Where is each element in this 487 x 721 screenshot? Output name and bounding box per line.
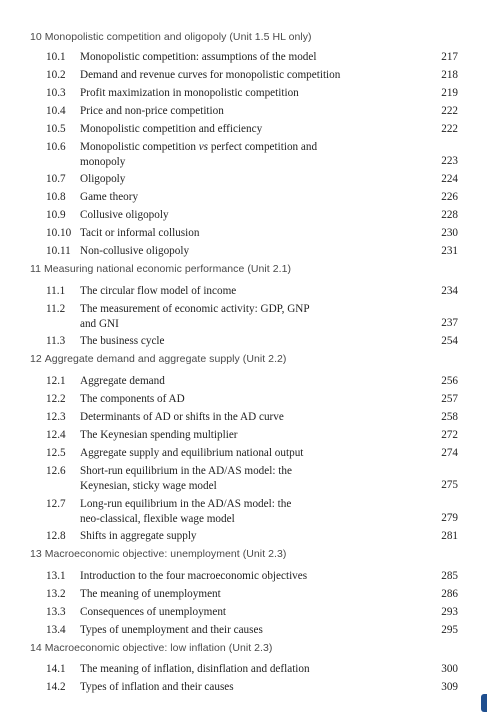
chapter-title: Aggregate demand and aggregate supply (Unit 2.2) xyxy=(44,353,287,365)
section-number: 14.1 xyxy=(46,663,66,675)
section-title-line: Long-run equilibrium in the AD/AS model: the xyxy=(80,498,292,510)
section-title: Demand and revenue curves for monopolistic competition xyxy=(80,69,341,81)
page-number: 275 xyxy=(441,479,458,491)
section-title: The meaning of inflation, disinflation and deflation xyxy=(80,663,310,675)
section-title: Oligopoly xyxy=(80,173,126,185)
section-title: The Keynesian spending multiplier xyxy=(80,429,238,441)
section-number: 10.7 xyxy=(46,173,66,185)
section-number: 12.8 xyxy=(46,530,66,542)
section-number: 10.9 xyxy=(46,209,66,221)
section-title-line: monopoly xyxy=(80,155,126,168)
section-number: 10.11 xyxy=(46,245,71,257)
section-title: The components of AD xyxy=(80,393,185,405)
page-number: 226 xyxy=(441,191,458,203)
page-number: 285 xyxy=(441,570,458,582)
page-number: 230 xyxy=(441,227,458,239)
section-number: 12.2 xyxy=(46,393,66,405)
section-number: 12.7 xyxy=(46,498,66,510)
section-title: Profit maximization in monopolistic competition xyxy=(80,87,299,99)
chapter-heading xyxy=(30,31,312,43)
page-number: 256 xyxy=(441,375,458,387)
page-number: 231 xyxy=(441,245,458,257)
page-number: 286 xyxy=(441,588,458,600)
page-number: 254 xyxy=(441,335,458,347)
section-title: Tacit or informal collusion xyxy=(80,227,200,239)
section-title: Shifts in aggregate supply xyxy=(80,530,197,542)
section-title: The meaning of unemployment xyxy=(80,588,221,600)
chapter-heading xyxy=(30,353,286,365)
chapter-number: 13 xyxy=(30,548,42,560)
section-number: 12.5 xyxy=(46,447,66,459)
chapter-heading xyxy=(30,548,286,560)
page-number: 218 xyxy=(441,69,458,81)
page-number: 293 xyxy=(441,606,458,618)
page-number: 224 xyxy=(441,173,458,185)
section-title: Consequences of unemployment xyxy=(80,606,227,618)
section-number: 10.3 xyxy=(46,87,66,99)
chapter-title: Macroeconomic objective: low inflation (Unit 2.3) xyxy=(44,642,273,654)
section-number: 12.1 xyxy=(46,375,66,387)
section-title: Game theory xyxy=(80,191,139,203)
section-title-line: and GNI xyxy=(80,317,119,330)
page-number: 222 xyxy=(441,105,458,117)
section-title-line: Short-run equilibrium in the AD/AS model: the xyxy=(80,465,292,477)
section-title: Introduction to the four macroeconomic objectives xyxy=(80,570,308,582)
page-number: 222 xyxy=(441,123,458,135)
chapter-number: 14 xyxy=(30,642,42,654)
section-title-line: Monopolistic competition vs perfect competition and xyxy=(80,141,318,153)
page-number: 309 xyxy=(441,681,458,693)
section-title: Aggregate supply and equilibrium national output xyxy=(80,447,304,459)
page-number: 281 xyxy=(441,530,458,542)
section-title: Aggregate demand xyxy=(80,375,165,387)
section-title-line: The measurement of economic activity: GDP, GNP xyxy=(80,303,310,315)
page-number: 217 xyxy=(441,51,458,63)
section-title: Determinants of AD or shifts in the AD curve xyxy=(80,411,284,423)
section-title xyxy=(80,140,410,169)
chapter-number: 12 xyxy=(30,353,42,365)
section-title xyxy=(80,464,410,493)
section-number: 10.4 xyxy=(46,105,66,117)
page-number: 223 xyxy=(441,155,458,167)
section-number: 12.3 xyxy=(46,411,66,423)
section-number: 13.1 xyxy=(46,570,66,582)
page-number: 219 xyxy=(441,87,458,99)
page-number: 228 xyxy=(441,209,458,221)
chapter-number: 10 xyxy=(30,31,42,43)
page-number: 300 xyxy=(441,663,458,675)
page-edge-tab xyxy=(481,694,487,712)
page-number: 234 xyxy=(441,285,458,297)
page-number: 295 xyxy=(441,624,458,636)
section-title xyxy=(80,302,410,331)
section-number: 12.6 xyxy=(46,465,66,477)
page-number: 258 xyxy=(441,411,458,423)
section-title: The circular flow model of income xyxy=(80,285,237,297)
chapter-title: Monopolistic competition and oligopoly (Unit 1.5 HL only) xyxy=(44,31,312,43)
chapter-title: Macroeconomic objective: unemployment (Unit 2.3) xyxy=(44,548,287,560)
page-number: 237 xyxy=(441,317,458,329)
section-title: Non-collusive oligopoly xyxy=(80,245,190,257)
section-number: 14.2 xyxy=(46,681,66,693)
page-number: 274 xyxy=(441,447,458,459)
section-number: 10.2 xyxy=(46,69,66,81)
chapter-title: Measuring national economic performance (Unit 2.1) xyxy=(43,263,292,275)
section-number: 10.6 xyxy=(46,141,66,153)
section-number: 10.1 xyxy=(46,51,66,63)
section-number: 11.2 xyxy=(46,303,66,315)
section-title: Monopolistic competition: assumptions of the model xyxy=(80,51,317,63)
section-title: Types of unemployment and their causes xyxy=(80,624,263,636)
section-title-line: Keynesian, sticky wage model xyxy=(80,479,217,492)
section-title: Types of inflation and their causes xyxy=(80,681,234,693)
section-number: 12.4 xyxy=(46,429,66,441)
section-title: The business cycle xyxy=(80,335,165,347)
section-title: Collusive oligopoly xyxy=(80,209,169,221)
section-number: 13.3 xyxy=(46,606,66,618)
page-number: 272 xyxy=(441,429,458,441)
chapter-number: 11 xyxy=(30,263,41,275)
chapter-heading xyxy=(30,642,272,654)
page-number: 257 xyxy=(441,393,458,405)
section-title: Price and non-price competition xyxy=(80,105,224,117)
section-number: 13.4 xyxy=(46,624,66,636)
section-title-line: neo-classical, flexible wage model xyxy=(80,512,235,525)
section-number: 11.1 xyxy=(46,285,66,297)
section-number: 10.5 xyxy=(46,123,66,135)
section-number: 13.2 xyxy=(46,588,66,600)
page-number: 279 xyxy=(441,512,458,524)
section-number: 10.10 xyxy=(46,227,72,239)
section-title xyxy=(80,497,410,526)
section-title: Monopolistic competition and efficiency xyxy=(80,123,263,135)
chapter-heading xyxy=(30,263,291,275)
section-number: 10.8 xyxy=(46,191,66,203)
section-number: 11.3 xyxy=(46,335,66,347)
